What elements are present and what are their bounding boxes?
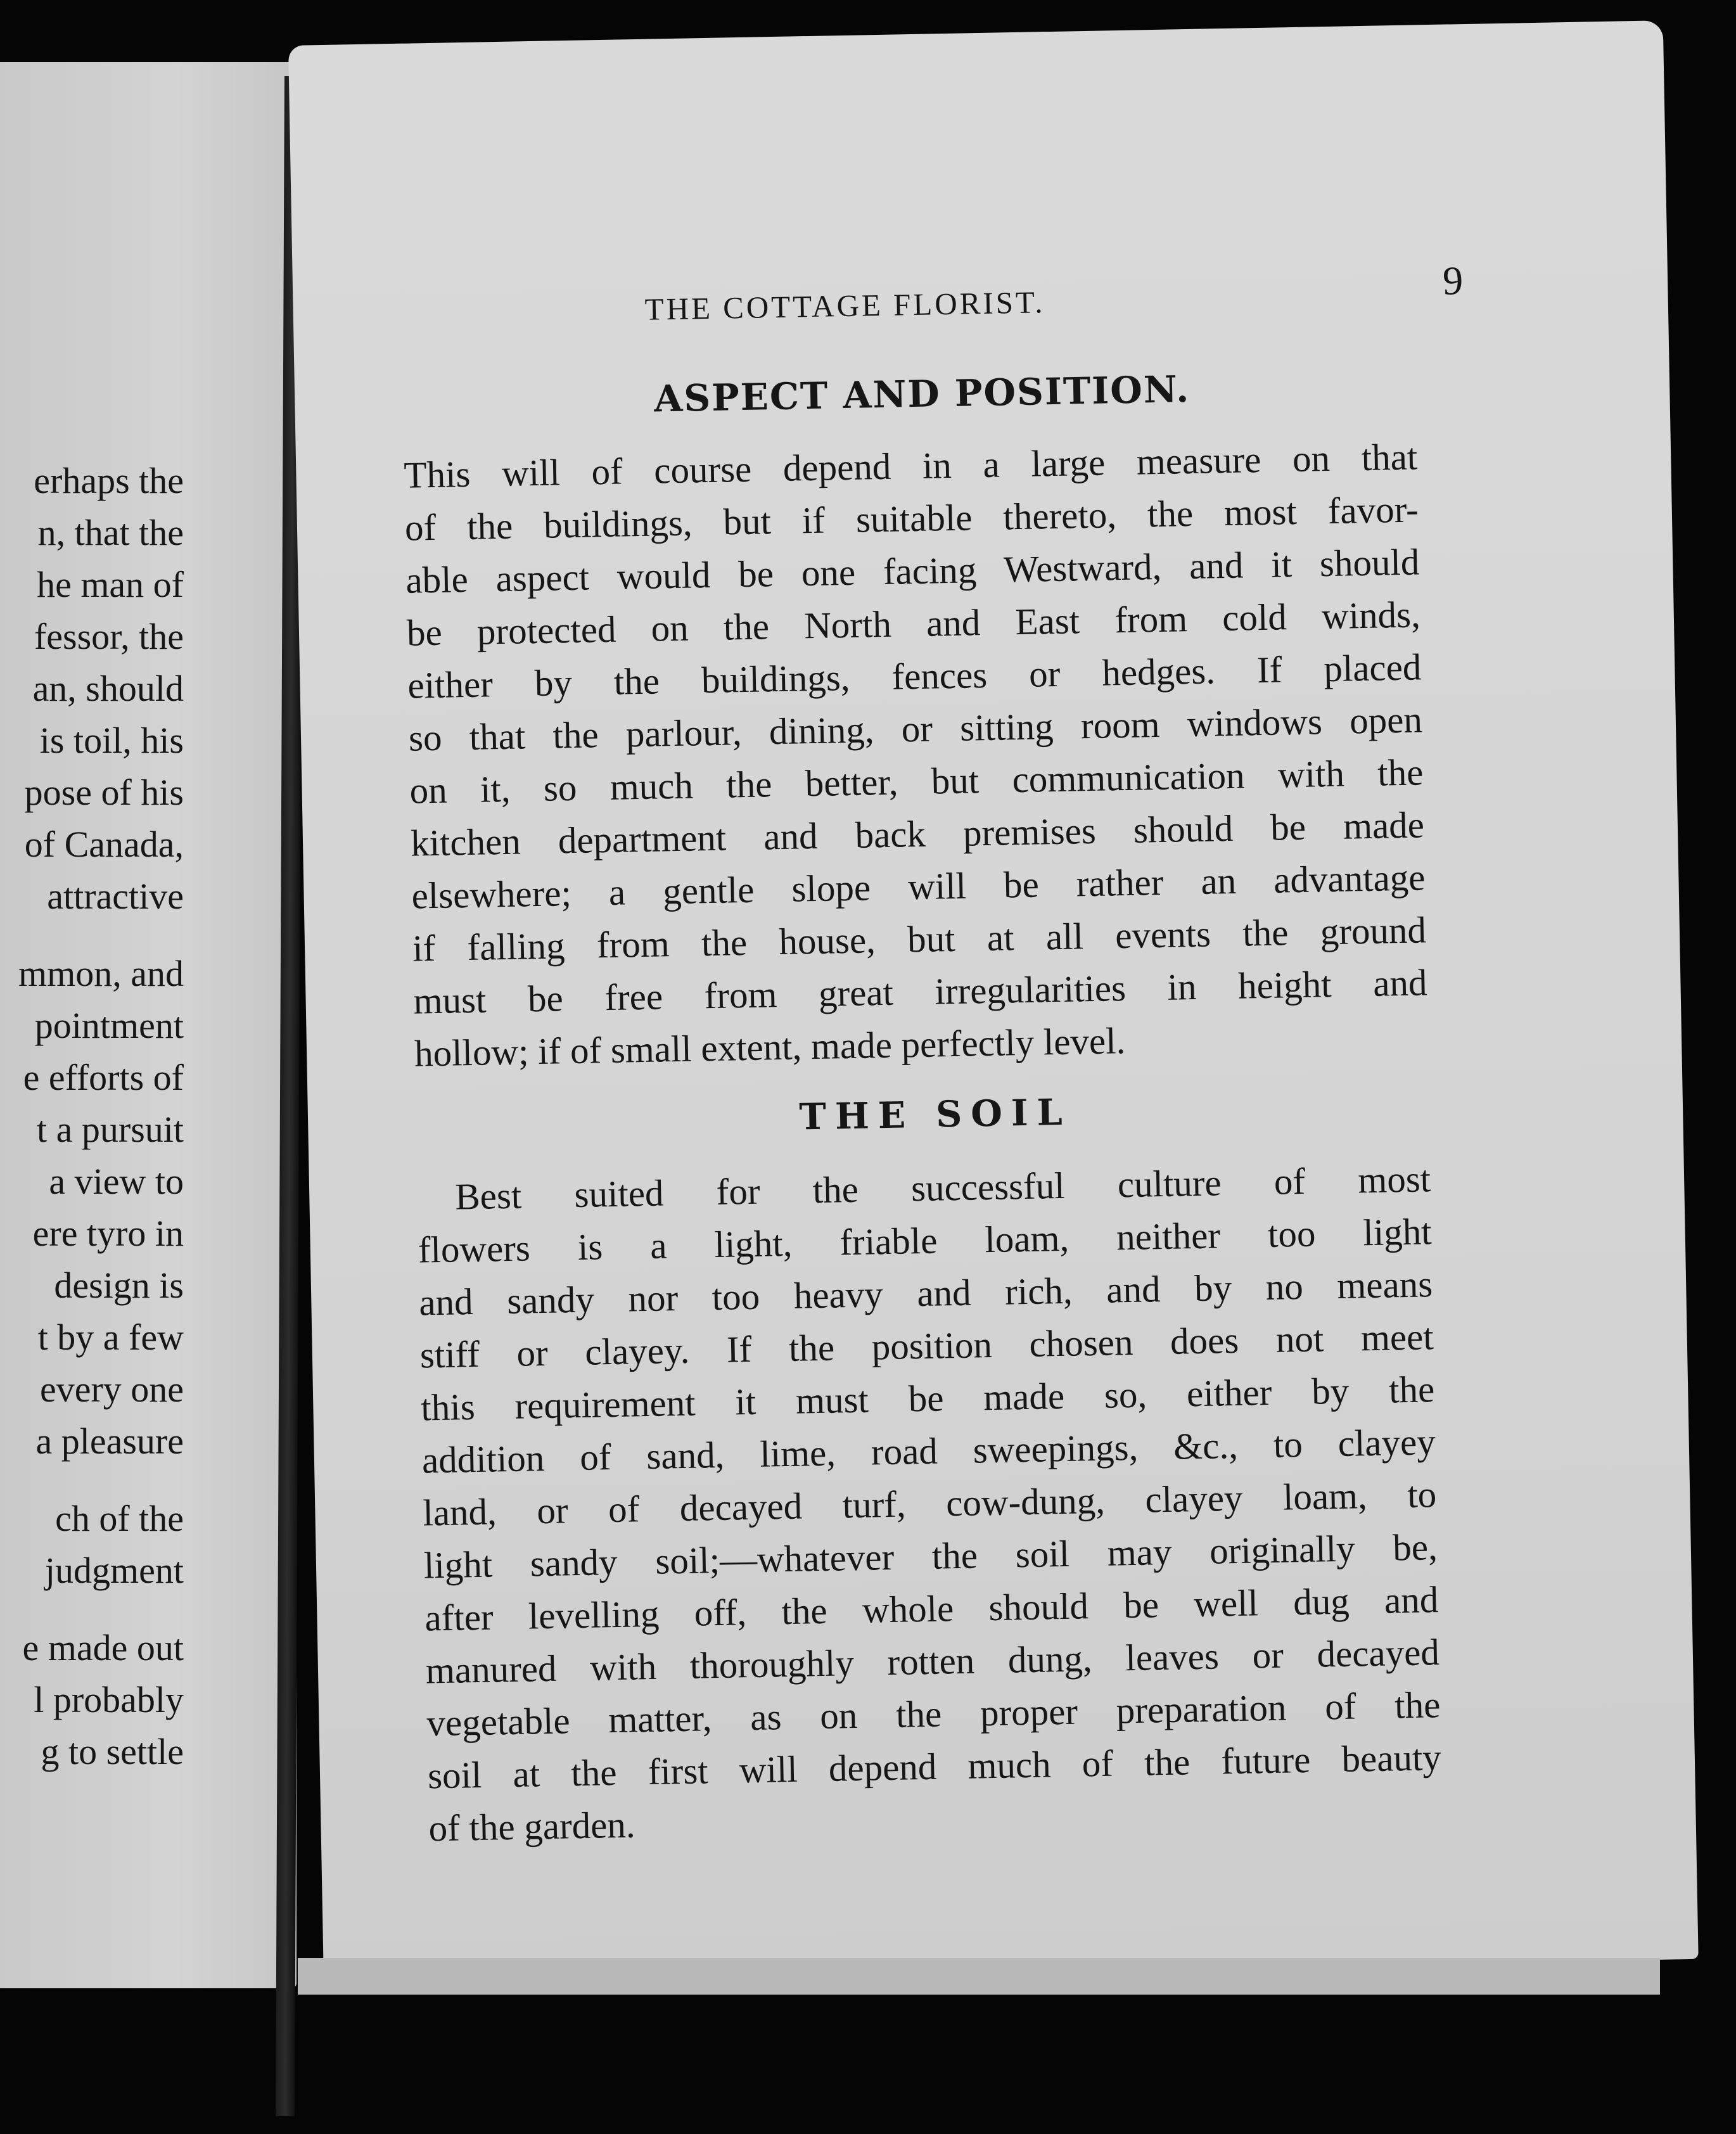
text-line: light sandy soil;—whatever the soil may originally be, <box>423 1526 1438 1587</box>
page-bottom-edge <box>298 1958 1660 1995</box>
left-line: fessor, the <box>34 616 184 657</box>
left-line: of Canada, <box>24 824 184 865</box>
text-line: soil at the first will depend much of the future beauty <box>427 1736 1442 1797</box>
page-content <box>396 25 1464 1850</box>
left-line: erhaps the <box>34 460 184 501</box>
left-line: a view to <box>49 1161 184 1202</box>
text-line: manured with thoroughly rotten dung, leaves or decayed <box>425 1631 1440 1692</box>
left-paragraph-gap <box>0 923 184 948</box>
left-paragraph-gap <box>0 1597 184 1622</box>
left-line: attractive <box>47 876 184 917</box>
left-line: pointment <box>34 1005 184 1046</box>
left-line: is toil, his <box>39 720 184 761</box>
section-heading-soil: THE SOIL <box>798 1090 1072 1139</box>
running-head: THE COTTAGE FLORIST. <box>644 284 1045 327</box>
left-line: mmon, and <box>18 953 184 994</box>
left-paragraph-gap <box>0 1467 184 1493</box>
left-line: g to settle <box>41 1731 184 1772</box>
text-line: land, or of decayed turf, cow-dung, clayey loam, to <box>422 1473 1437 1534</box>
paragraph-soil <box>417 1153 1443 1855</box>
left-line: he man of <box>37 564 184 605</box>
left-line: an, should <box>32 668 184 709</box>
left-line: e made out <box>22 1627 184 1668</box>
text-line: able aspect would be one facing Westward, and it should <box>405 540 1420 601</box>
text-line: stiff or clayey. If the position chosen does not meet <box>419 1315 1434 1376</box>
text-line: and sandy nor too heavy and rich, and by no means <box>418 1263 1433 1324</box>
section-heading-aspect: ASPECT AND POSITION. <box>653 367 1190 421</box>
text-line: so that the parlour, dining, or sitting room windows open <box>408 698 1423 759</box>
left-line: t by a few <box>37 1317 184 1358</box>
text-line: kitchen department and back premises should be made <box>410 803 1425 864</box>
left-line: l probably <box>34 1679 184 1720</box>
text-line: This will of course depend in a large measure on that <box>403 435 1418 496</box>
text-line: either by the buildings, fences or hedges. If placed <box>407 646 1422 706</box>
text-line: Best suited for the successful culture of most <box>454 1158 1431 1218</box>
left-line: t a pursuit <box>37 1109 184 1150</box>
text-line: after levelling off, the whole should be well dug and <box>424 1578 1439 1639</box>
text-line: of the garden. <box>428 1803 636 1850</box>
text-line: addition of sand, lime, road sweepings, &c., to clayey <box>421 1421 1436 1481</box>
left-line: n, that the <box>37 512 184 553</box>
left-line: a pleasure <box>35 1421 184 1462</box>
text-line: on it, so much the better, but communication with the <box>409 751 1424 812</box>
left-line: every one <box>39 1369 184 1410</box>
text-line: flowers is a light, friable loam, neither too light <box>418 1210 1433 1271</box>
text-line: of the buildings, but if suitable thereto, the most favor- <box>404 488 1419 549</box>
text-line: must be free from great irregularities in height and <box>413 961 1427 1022</box>
text-line: elsewhere; a gentle slope will be rather an advantage <box>411 856 1426 917</box>
left-line: design is <box>54 1265 184 1306</box>
left-line: judgment <box>44 1550 184 1591</box>
page-number: 9 <box>1442 258 1464 303</box>
right-page <box>288 20 1699 1984</box>
text-line: hollow; if of small extent, made perfectly level. <box>414 1019 1126 1075</box>
text-line: this requirement it must be made so, either by the <box>420 1368 1435 1429</box>
left-line: ere tyro in <box>32 1213 184 1254</box>
left-line: e efforts of <box>23 1057 184 1098</box>
left-line: pose of his <box>24 772 184 813</box>
left-page <box>0 62 297 1988</box>
left-page-text <box>0 455 184 1778</box>
text-line: vegetable matter, as on the proper preparation of the <box>426 1684 1441 1744</box>
text-line: be protected on the North and East from cold winds, <box>406 593 1421 654</box>
text-line: if falling from the house, but at all events the ground <box>412 909 1427 969</box>
paragraph-aspect <box>404 430 1429 1080</box>
left-line: ch of the <box>55 1498 184 1539</box>
